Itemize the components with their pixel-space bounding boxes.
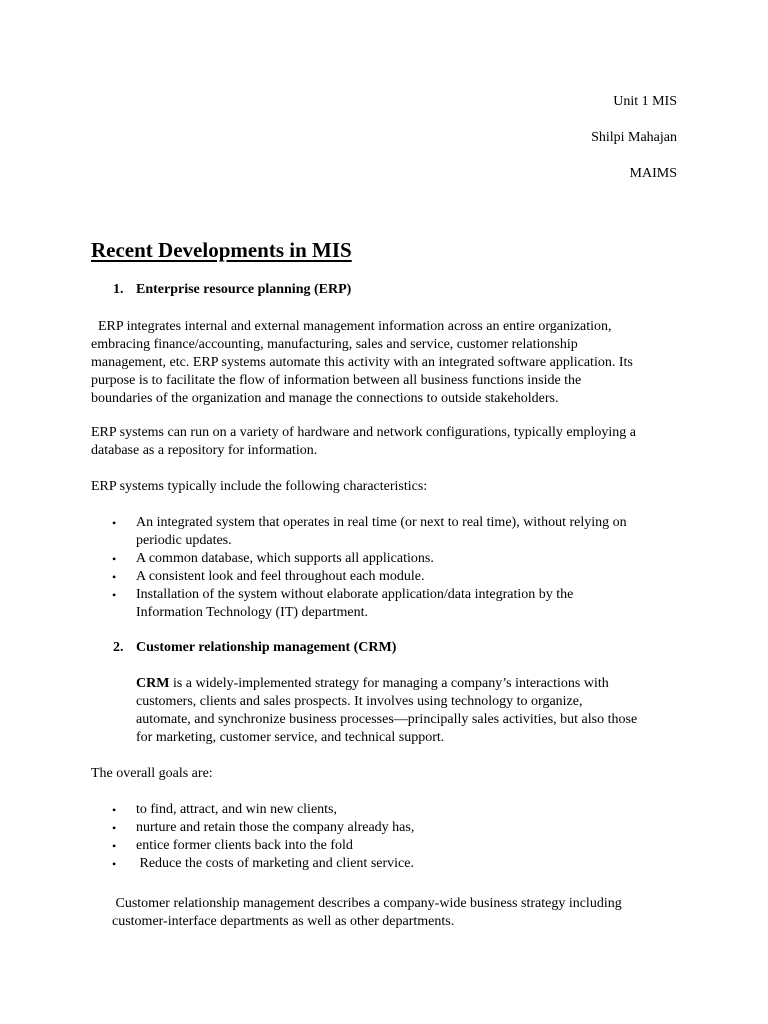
list-item	[112, 514, 627, 550]
text-line: periodic updates.	[136, 533, 232, 548]
text-line: Customer relationship management describes a company-wide business strategy including	[112, 896, 622, 911]
text-line: to find, attract, and win new clients,	[136, 802, 337, 817]
text-fragment: is a widely-implemented strategy for managing a company’s interactions with	[169, 676, 609, 691]
text-line: Installation of the system without elaborate application/data integration by the	[136, 587, 574, 602]
text-line: for marketing, customer service, and technical support.	[136, 730, 445, 745]
text-line	[136, 675, 637, 693]
list-item	[112, 550, 627, 568]
list-item	[112, 837, 414, 855]
text-line: embracing finance/accounting, manufacturing, sales and service, customer relationship	[91, 337, 578, 352]
bullet-icon: •	[112, 516, 117, 530]
header-author: Shilpi Mahajan	[591, 130, 677, 145]
erp-paragraph-3: ERP systems typically include the following characteristics:	[91, 479, 428, 494]
page-title: Recent Developments in MIS	[91, 238, 352, 262]
bullet-icon: •	[112, 821, 117, 835]
text-line: management, etc. ERP systems automate this activity with an integrated software application. Its	[91, 355, 633, 370]
text-line: automate, and synchronize business processes—principally sales activities, but also those	[136, 712, 638, 727]
section-heading-erp	[113, 281, 351, 299]
bullet-icon: •	[112, 570, 117, 584]
list-item	[112, 855, 414, 873]
header-unit: Unit 1 MIS	[613, 94, 677, 109]
text-line: customers, clients and sales prospects. It involves using technology to organize,	[136, 694, 583, 709]
bullet-icon: •	[112, 588, 117, 602]
section-number: 1.	[113, 282, 124, 297]
text-line: An integrated system that operates in real time (or next to real time), without relying on	[136, 515, 627, 530]
erp-paragraph-1	[91, 318, 633, 408]
crm-goals-list	[112, 801, 414, 873]
text-line: purpose is to facilitate the flow of information between all business functions inside the	[91, 373, 582, 388]
text-line: Information Technology (IT) department.	[136, 605, 369, 620]
text-line: nurture and retain those the company already has,	[136, 820, 415, 835]
section-title: Customer relationship management (CRM)	[136, 640, 397, 655]
crm-closing-paragraph	[112, 895, 622, 931]
list-item	[112, 586, 627, 622]
bullet-icon: •	[112, 857, 117, 871]
crm-paragraph	[136, 675, 637, 747]
bullet-icon: •	[112, 803, 117, 817]
header-institute: MAIMS	[629, 166, 677, 181]
erp-paragraph-2	[91, 424, 636, 460]
text-line: customer-interface departments as well as other departments.	[112, 914, 455, 929]
text-line: Reduce the costs of marketing and client service.	[136, 856, 414, 871]
crm-bold-term: CRM	[136, 676, 170, 691]
section-title: Enterprise resource planning (ERP)	[136, 282, 352, 297]
text-line: entice former clients back into the fold	[136, 838, 353, 853]
list-item	[112, 801, 414, 819]
section-heading-crm	[113, 639, 396, 657]
goals-intro: The overall goals are:	[91, 766, 213, 781]
section-number: 2.	[113, 640, 124, 655]
bullet-icon: •	[112, 839, 117, 853]
list-item	[112, 568, 627, 586]
bullet-icon: •	[112, 552, 117, 566]
erp-characteristics-list	[112, 514, 627, 622]
text-line: A common database, which supports all applications.	[136, 551, 434, 566]
text-line: boundaries of the organization and manage the connections to outside stakeholders.	[91, 391, 559, 406]
text-line: ERP systems can run on a variety of hardware and network configurations, typically employing a	[91, 425, 636, 440]
text-line: A consistent look and feel throughout each module.	[136, 569, 425, 584]
text-line: ERP integrates internal and external management information across an entire organization,	[98, 319, 612, 334]
list-item	[112, 819, 414, 837]
text-line: database as a repository for information.	[91, 443, 318, 458]
